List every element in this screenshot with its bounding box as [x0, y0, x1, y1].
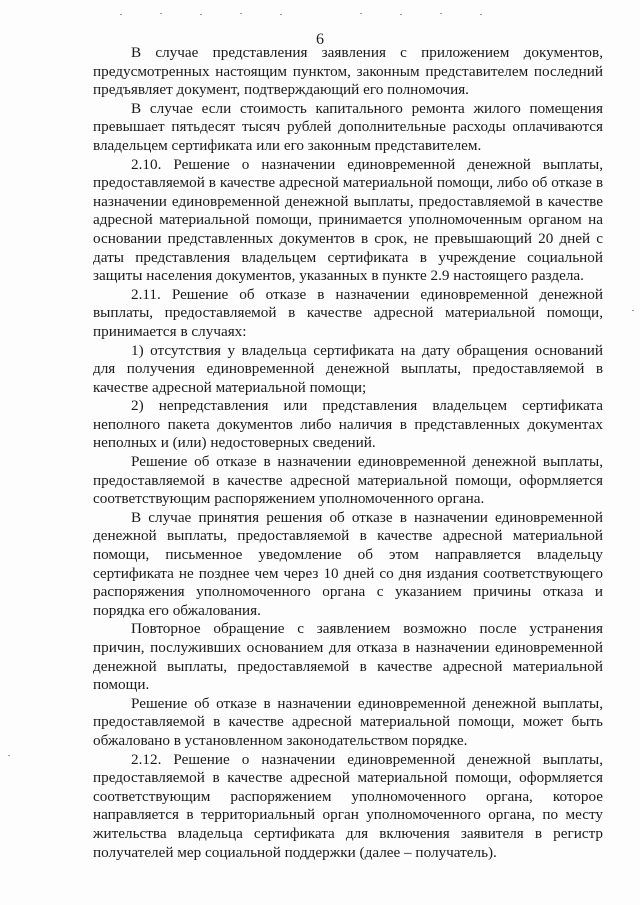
paragraph-legal-representative: В случае представления заявления с приложением документов, предусмотренных настоящим пунктом, законным представителем последний предъявляет документ, подтверждающий его полномочия.: [93, 44, 603, 99]
scan-artifact: [240, 13, 242, 14]
paragraph-appeal: Решение об отказе в назначении единовременной денежной выплаты, предоставляемой в качестве адресной материальной помощи, может быть обжаловано в установленном законодательством порядке.: [93, 694, 603, 749]
scan-artifact: [8, 755, 10, 756]
paragraph-repeat-request: Повторное обращение с заявлением возможно после устранения причин, послуживших основанием для отказа в назначении единовременной денежной выплаты, предоставляемой в качестве адресной материальной помощи.: [93, 620, 603, 694]
paragraph-2-10: 2.10. Решение о назначении единовременной денежной выплаты, предоставляемой в качестве адресной материальной помощи, либо об отказе в назначении единовременной денежной выплаты, предоставляемой в качестве адресной материальной помощи, принимается уполномоченным органом на основании представленных документов в срок, не превышающий 20 дней с даты представления владельцем сертификата в учреждение социальной защиты населения документов, указанных в пункте 2.9 настоящего раздела.: [93, 155, 603, 285]
paragraph-refusal-notice: В случае принятия решения об отказе в назначении единовременной денежной выплаты, предоставляемой в качестве адресной материальной помощи, письменное уведомление об этом направляется владельцу сертификата не позднее чем через 10 дней со дня издания соответствующего распоряжения уполномоченного органа с указанием причины отказа и порядка его обжалования.: [93, 508, 603, 619]
scan-artifact: [480, 14, 482, 15]
paragraph-repair-cost: В случае если стоимость капитального ремонта жилого помещения превышает пятьдесят тысяч рублей дополнительные расходы оплачиваются владельцем сертификата или его законным представителем.: [93, 99, 603, 154]
scan-artifact: [440, 13, 442, 14]
list-item-1: 1) отсутствия у владельца сертификата на дату обращения оснований для получения единовременной денежной выплаты, предоставляемой в качестве адресной материальной помощи;: [93, 341, 603, 396]
paragraph-refusal-order: Решение об отказе в назначении единовременной денежной выплаты, предоставляемой в качестве адресной материальной помощи, оформляется соответствующим распоряжением уполномоченного органа.: [93, 453, 603, 508]
paragraph-2-12: 2.12. Решение о назначении единовременной денежной выплаты, предоставляемой в качестве адресной материальной помощи, оформляется соответствующим распоряжением уполномоченного органа, которое направляется в территориальный орган уполномоченного органа, по месту жительства владельца сертификата для включения заявителя в регистр получателей мер социальной поддержки (далее – получатель).: [93, 750, 603, 861]
scan-artifact: [280, 14, 282, 15]
scan-artifact: [360, 13, 362, 14]
scan-artifact: [200, 14, 202, 15]
page-number: 6: [316, 31, 324, 48]
scan-artifact: [632, 310, 634, 311]
document-body: [93, 44, 603, 862]
paragraph-2-11: 2.11. Решение об отказе в назначении единовременной денежной выплаты, предоставляемой в качестве адресной материальной помощи, принимается в случаях:: [93, 285, 603, 340]
scan-artifact: [160, 13, 162, 14]
scan-artifact: [400, 14, 402, 15]
scan-artifact: [120, 14, 122, 15]
list-item-2: 2) непредставления или представления владельцем сертификата неполного пакета документов либо наличия в представленных документах неполных и (или) недостоверных сведений.: [93, 397, 603, 452]
